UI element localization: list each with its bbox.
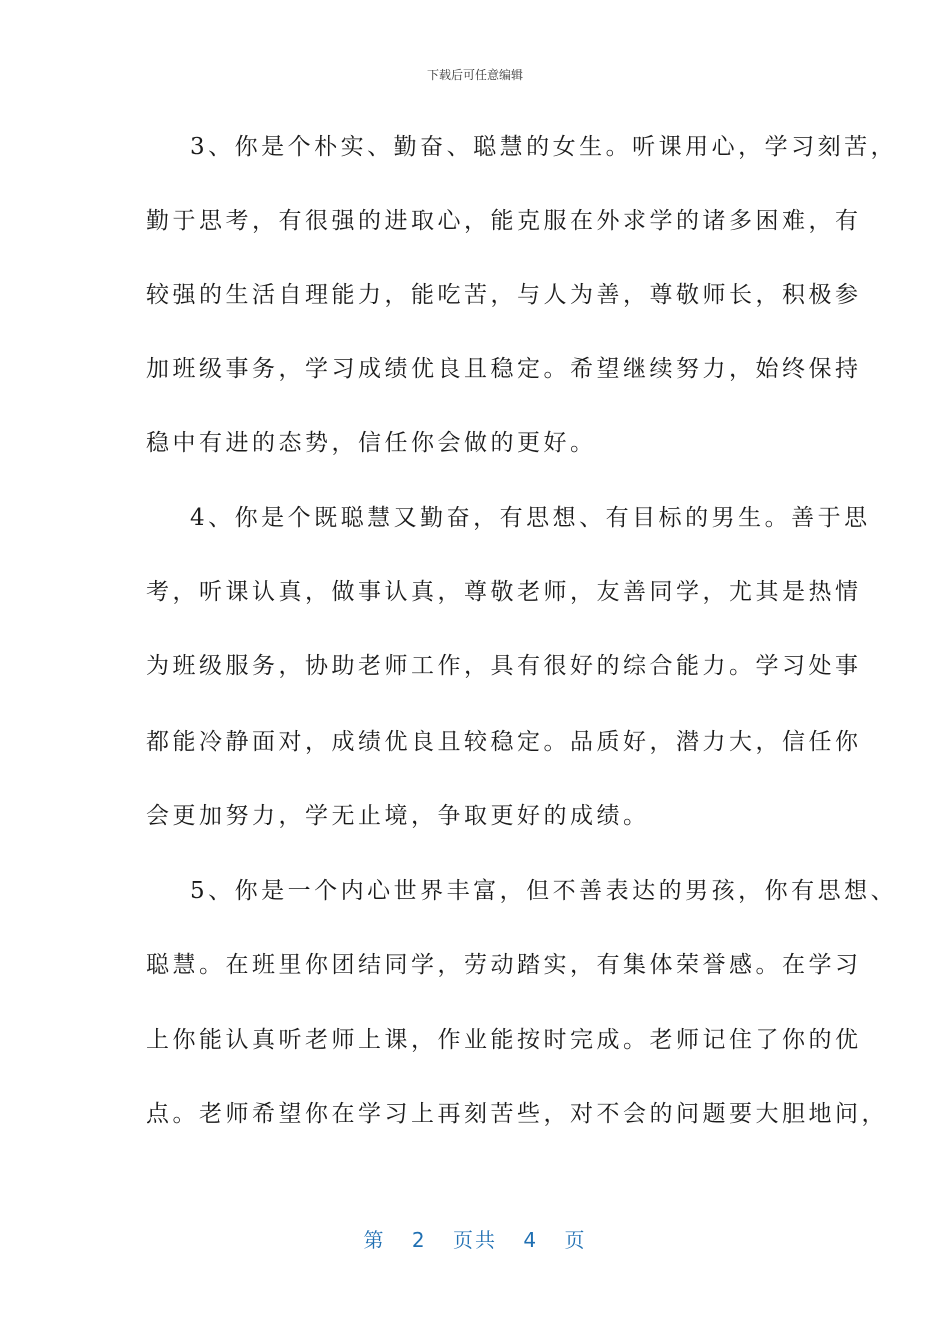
paragraph-3-line-3: 较强的生活自理能力，能吃苦，与人为善，尊敬师长，积极参 xyxy=(146,282,862,308)
header-note: 下载后可任意编辑 xyxy=(426,68,523,82)
paragraph-5-line-1: 5、你是一个内心世界丰富，但不善表达的男孩，你有思想、 xyxy=(190,878,898,904)
footer-suffix: 页 xyxy=(564,1228,587,1252)
page-footer xyxy=(0,1224,950,1253)
paragraph-3-line-2: 勤于思考，有很强的进取心，能克服在外求学的诸多困难，有 xyxy=(146,208,862,234)
paragraph-3-line-4: 加班级事务，学习成绩优良且稳定。希望继续努力，始终保持 xyxy=(146,356,862,382)
footer-page-number: 2 xyxy=(411,1228,427,1252)
paragraph-4-line-3: 为班级服务，协助老师工作，具有很好的综合能力。学习处事 xyxy=(146,653,862,679)
paragraph-5-line-4: 点。老师希望你在学习上再刻苦些，对不会的问题要大胆地问， xyxy=(146,1101,888,1127)
paragraph-3-line-5: 稳中有进的态势，信任你会做的更好。 xyxy=(146,430,597,456)
paragraph-3-line-1: 3、你是个朴实、勤奋、聪慧的女生。听课用心，学习刻苦， xyxy=(190,134,898,160)
paragraph-4-line-1: 4、你是个既聪慧又勤奋，有思想、有目标的男生。善于思 xyxy=(190,505,871,531)
paragraph-5-line-3: 上你能认真听老师上课，作业能按时完成。老师记住了你的优 xyxy=(146,1027,862,1053)
paragraph-4-line-2: 考，听课认真，做事认真，尊敬老师，友善同学，尤其是热情 xyxy=(146,579,862,605)
paragraph-4-line-5: 会更加努力，学无止境，争取更好的成绩。 xyxy=(146,803,650,829)
footer-middle: 页共 xyxy=(453,1228,497,1252)
footer-prefix: 第 xyxy=(363,1228,386,1252)
footer-total-pages: 4 xyxy=(523,1228,539,1252)
paragraph-4-line-4: 都能冷静面对，成绩优良且较稳定。品质好，潜力大，信任你 xyxy=(146,729,862,755)
paragraph-5-line-2: 聪慧。在班里你团结同学，劳动踏实，有集体荣誉感。在学习 xyxy=(146,952,862,978)
